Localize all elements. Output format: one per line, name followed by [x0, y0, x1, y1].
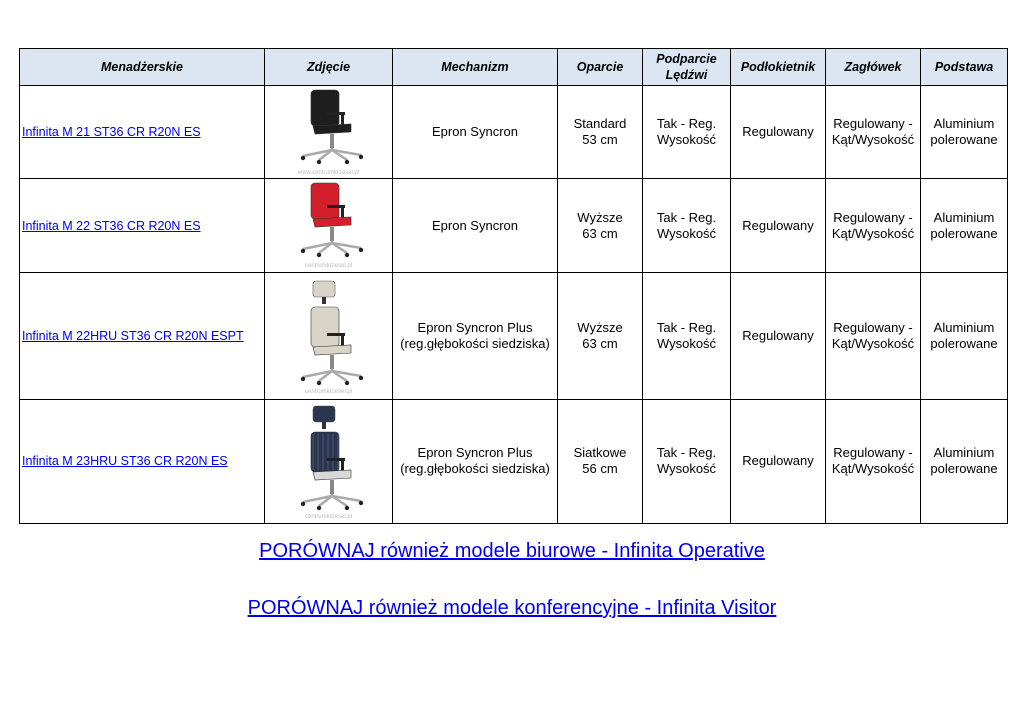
headrest-cell	[826, 399, 921, 523]
base-cell	[921, 273, 1008, 399]
model-cell	[20, 86, 265, 179]
mesh-headrest-office-chair-icon	[289, 402, 369, 514]
lumbar-line: Tak - Reg.	[656, 320, 717, 336]
photo-watermark: centrumkrzesel.pl	[304, 513, 352, 520]
base-line: polerowane	[930, 336, 998, 352]
base-line: Aluminium	[933, 116, 995, 132]
mechanism-cell	[393, 179, 558, 273]
backrest-line: Wyższe	[577, 320, 623, 336]
armrest-cell: Regulowany	[731, 86, 826, 179]
lumbar-cell	[643, 86, 731, 179]
lumbar-line: Wysokość	[656, 336, 717, 352]
backrest-cell	[558, 273, 643, 399]
black-office-chair-icon	[289, 88, 369, 170]
header-zdjecie: Zdjęcie	[265, 49, 393, 86]
model-cell	[20, 399, 265, 523]
header-podlokietnik: Podłokietnik	[731, 49, 826, 86]
backrest-cell	[558, 179, 643, 273]
backrest-line: Siatkowe	[573, 445, 627, 461]
compare-operative-link[interactable]: PORÓWNAJ również modele biurowe - Infinita Operative	[259, 540, 765, 562]
mechanism-line: (reg.głębokości siedziska)	[400, 461, 550, 477]
mechanism-cell	[393, 273, 558, 399]
base-cell	[921, 399, 1008, 523]
header-oparcie: Oparcie	[558, 49, 643, 86]
photo-watermark: centrumkrzesel.pl	[304, 263, 352, 270]
lumbar-line: Wysokość	[656, 461, 717, 477]
model-link[interactable]: Infinita M 22 ST36 CR R20N ES	[22, 218, 201, 233]
headrest-line: Regulowany -	[833, 320, 913, 336]
model-link[interactable]: Infinita M 21 ST36 CR R20N ES	[22, 125, 201, 140]
compare-operative-link-wrap	[0, 540, 1024, 563]
lumbar-cell	[643, 179, 731, 273]
backrest-line: 63 cm	[582, 336, 618, 352]
model-cell	[20, 273, 265, 399]
armrest-cell: Regulowany	[731, 179, 826, 273]
headrest-line: Regulowany -	[833, 209, 913, 225]
lumbar-line: Tak - Reg.	[656, 116, 717, 132]
backrest-cell	[558, 399, 643, 523]
base-cell	[921, 179, 1008, 273]
compare-visitor-link-wrap	[0, 597, 1024, 620]
headrest-line: Kąt/Wysokość	[831, 132, 915, 148]
backrest-line: Standard	[573, 116, 627, 132]
headrest-cell	[826, 179, 921, 273]
header-menadzerskie: Menadżerskie	[20, 49, 265, 86]
lumbar-line: Wysokość	[656, 132, 717, 148]
chair-photo	[265, 179, 393, 273]
backrest-line: 63 cm	[582, 225, 618, 241]
lumbar-cell	[643, 273, 731, 399]
header-zaglowek: Zagłówek	[826, 49, 921, 86]
chair-photo	[265, 86, 393, 179]
table-row	[20, 179, 1008, 273]
model-cell	[20, 179, 265, 273]
headrest-line: Regulowany -	[833, 445, 913, 461]
base-line: polerowane	[930, 225, 998, 241]
mechanism-cell	[393, 399, 558, 523]
base-line: Aluminium	[933, 445, 995, 461]
backrest-cell	[558, 86, 643, 179]
backrest-line: Wyższe	[577, 209, 623, 225]
mechanism-line: Epron Syncron	[432, 217, 518, 233]
model-link[interactable]: Infinita M 22HRU ST36 CR R20N ESPT	[22, 329, 244, 344]
photo-watermark: www.centrumkrzesel.pl	[297, 169, 360, 176]
header-podstawa: Podstawa	[921, 49, 1008, 86]
base-line: Aluminium	[933, 320, 995, 336]
header-row	[20, 49, 1008, 86]
backrest-line: 53 cm	[582, 132, 618, 148]
lumbar-line: Tak - Reg.	[656, 209, 717, 225]
headrest-line: Kąt/Wysokość	[831, 461, 915, 477]
armrest-cell: Regulowany	[731, 399, 826, 523]
chair-photo	[265, 399, 393, 523]
headrest-cell	[826, 86, 921, 179]
headrest-cell	[826, 273, 921, 399]
table-row	[20, 273, 1008, 399]
red-office-chair-icon	[289, 181, 369, 263]
lumbar-cell	[643, 399, 731, 523]
mechanism-line: Epron Syncron	[432, 124, 518, 140]
base-line: polerowane	[930, 461, 998, 477]
base-line: polerowane	[930, 132, 998, 148]
base-cell	[921, 86, 1008, 179]
lumbar-line: Wysokość	[656, 225, 717, 241]
headrest-line: Regulowany -	[833, 116, 913, 132]
base-line: Aluminium	[933, 209, 995, 225]
mechanism-line: Epron Syncron Plus	[417, 445, 533, 461]
header-podparcie-ledzwi-label: Podparcie Lędźwi	[656, 52, 717, 82]
lumbar-line: Tak - Reg.	[656, 445, 717, 461]
model-link[interactable]: Infinita M 23HRU ST36 CR R20N ES	[22, 454, 228, 469]
compare-visitor-link[interactable]: PORÓWNAJ również modele konferencyjne - Infinita Visitor	[247, 597, 777, 619]
armrest-cell: Regulowany	[731, 273, 826, 399]
table-row	[20, 86, 1008, 179]
headrest-line: Kąt/Wysokość	[831, 336, 915, 352]
header-podparcie-ledzwi	[643, 49, 731, 86]
mechanism-line: Epron Syncron Plus	[417, 320, 533, 336]
photo-watermark: centrumkrzesel.pl	[304, 388, 352, 395]
comparison-table	[19, 48, 1008, 524]
beige-headrest-office-chair-icon	[289, 277, 369, 389]
chair-photo	[265, 273, 393, 399]
backrest-line: 56 cm	[582, 461, 618, 477]
mechanism-cell	[393, 86, 558, 179]
headrest-line: Kąt/Wysokość	[831, 225, 915, 241]
mechanism-line: (reg.głębokości siedziska)	[400, 336, 550, 352]
table-row	[20, 399, 1008, 523]
header-mechanizm: Mechanizm	[393, 49, 558, 86]
